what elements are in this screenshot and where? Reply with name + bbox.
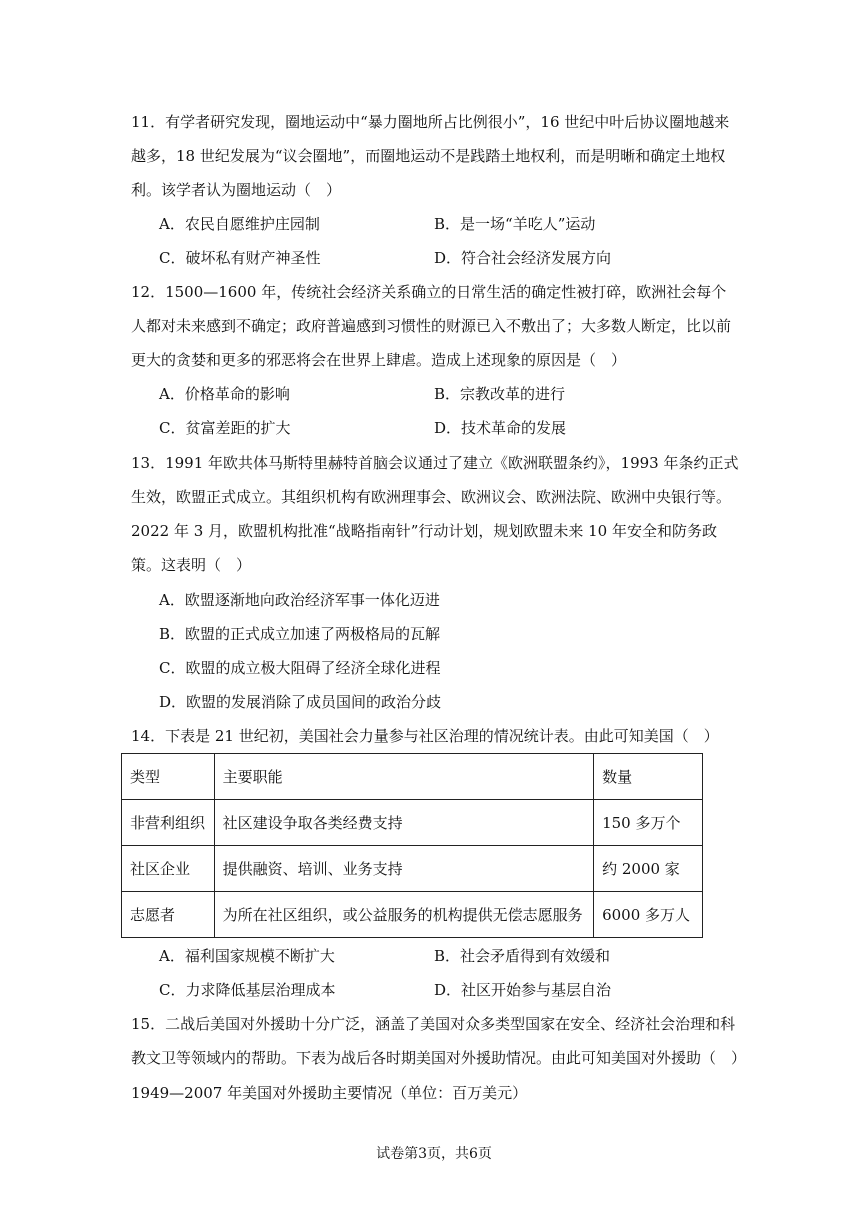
table-row	[122, 892, 703, 938]
table-row	[122, 846, 703, 892]
question-11	[131, 105, 741, 207]
question-13-option-a: A．欧盟逐渐地向政治经济军事一体化迈进	[159, 591, 440, 609]
question-12-option-d: D．技术革命的发展	[434, 419, 567, 437]
table-header-row	[122, 754, 703, 800]
table-cell: 非营利组织	[122, 800, 215, 846]
question-13-option-b: B．欧盟的正式成立加速了两极格局的瓦解	[159, 625, 441, 643]
table-cell: 约 2000 家	[594, 846, 703, 892]
question-15-table-caption: 1949—2007 年美国对外援助主要情况（单位：百万美元）	[131, 1084, 528, 1102]
question-14-text: 14．下表是 21 世纪初，美国社会力量参与社区治理的情况统计表。由此可知美国（ ）	[131, 727, 719, 745]
question-12	[131, 275, 741, 377]
community-governance-table	[121, 753, 703, 938]
question-14-option-c: C．力求降低基层治理成本	[159, 981, 336, 999]
question-15	[131, 1007, 747, 1075]
table-header-cell: 类型	[122, 754, 215, 800]
question-15-text: 15．二战后美国对外援助十分广泛，涵盖了美国对众多类型国家在安全、经济社会治理和科教文卫等领域内的帮助。下表为战后各时期美国对外援助情况。由此可知美国对外援助（ ）	[131, 1015, 747, 1067]
question-13-option-d: D．欧盟的发展消除了成员国间的政治分歧	[159, 693, 442, 711]
question-11-option-a: A．农民自愿维护庄园制	[159, 215, 320, 233]
table-header-cell: 主要职能	[214, 754, 594, 800]
question-13	[131, 446, 741, 582]
table-cell: 6000 多万人	[594, 892, 703, 938]
table-cell: 社区建设争取各类经费支持	[214, 800, 594, 846]
question-11-option-d: D．符合社会经济发展方向	[434, 249, 612, 267]
table-cell: 志愿者	[122, 892, 215, 938]
table-cell: 提供融资、培训、业务支持	[214, 846, 594, 892]
question-14	[131, 719, 741, 753]
table-cell: 社区企业	[122, 846, 215, 892]
table-row	[122, 800, 703, 846]
question-12-option-a: A．价格革命的影响	[159, 385, 290, 403]
question-14-option-a: A．福利国家规模不断扩大	[159, 947, 335, 965]
question-12-option-c: C．贫富差距的扩大	[159, 419, 291, 437]
question-13-option-c: C．欧盟的成立极大阻碍了经济全球化进程	[159, 659, 441, 677]
question-11-option-b: B．是一场“羊吃人”运动	[434, 215, 596, 233]
question-12-option-b: B．宗教改革的进行	[434, 385, 566, 403]
table-header-cell: 数量	[594, 754, 703, 800]
table-cell: 为所在社区组织，或公益服务的机构提供无偿志愿服务	[214, 892, 594, 938]
question-11-text: 11．有学者研究发现，圈地运动中“暴力圈地所占比例很小”，16 世纪中叶后协议圈地越来越多，18 世纪发展为“议会圈地”，而圈地运动不是践踏土地权利，而是明晰和确定土地权利。该学者认为圈地运动（ ）	[131, 113, 730, 199]
question-11-option-c: C．破坏私有财产神圣性	[159, 249, 321, 267]
question-14-option-d: D．社区开始参与基层自治	[434, 981, 612, 999]
table-cell: 150 多万个	[594, 800, 703, 846]
question-14-option-b: B．社会矛盾得到有效缓和	[434, 947, 611, 965]
question-13-text: 13．1991 年欧共体马斯特里赫特首脑会议通过了建立《欧洲联盟条约》，1993 年条约正式生效，欧盟正式成立。其组织机构有欧洲理事会、欧洲议会、欧洲法院、欧洲中央银行等。2022 年 3 月，欧盟机构批准“战略指南针”行动计划，规划欧盟未来 10 年安全和防务政策。这表明（ ）	[131, 454, 739, 574]
question-12-text: 12．1500—1600 年，传统社会经济关系确立的日常生活的确定性被打碎，欧洲社会每个人都对未来感到不确定；政府普遍感到习惯性的财源已入不敷出了；大多数人断定，比以前更大的贪婪和更多的邪恶将会在世界上肆虐。造成上述现象的原因是（ ）	[131, 283, 732, 369]
page-footer: 试卷第3页，共6页	[376, 1146, 492, 1162]
